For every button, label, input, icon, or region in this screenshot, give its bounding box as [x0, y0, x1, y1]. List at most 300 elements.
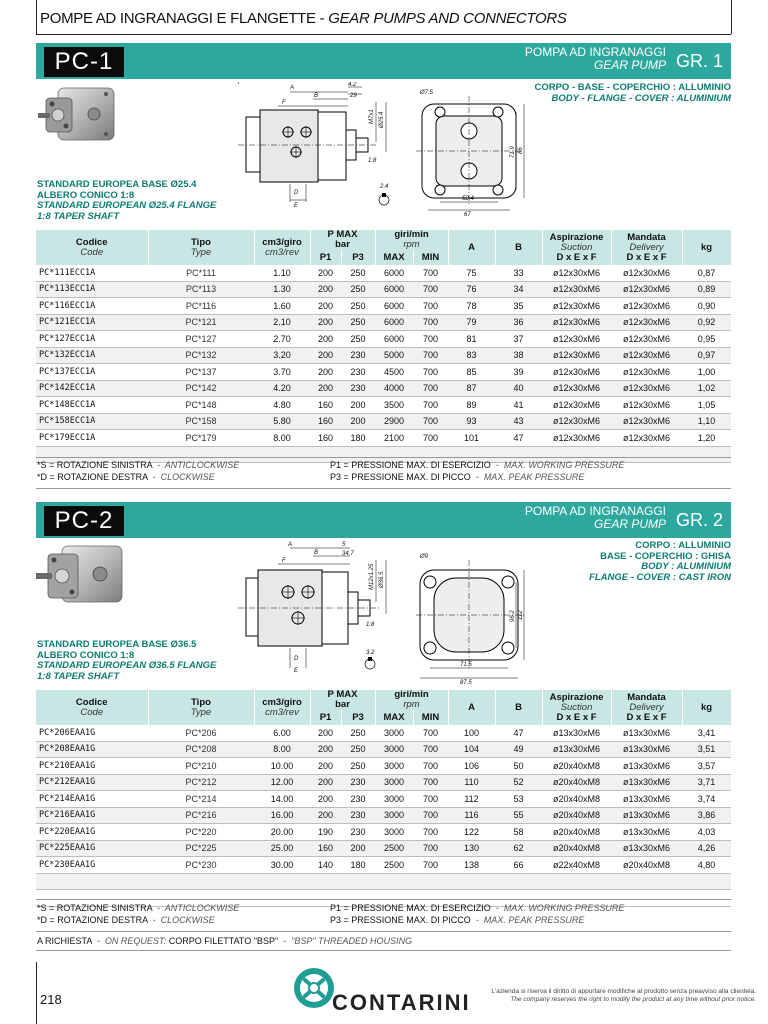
cell-delivery	[611, 873, 682, 890]
cell-p3: 250	[341, 331, 375, 348]
cell-suction: ø12x30xM6	[542, 298, 611, 315]
cell-delivery: ø12x30xM6	[611, 281, 682, 298]
cell-type: PC*216	[148, 807, 254, 824]
cell-p3: 250	[341, 758, 375, 775]
cell-displacement: 8.00	[254, 430, 310, 447]
standard-spec-pc1	[37, 180, 216, 222]
cell-a: 130	[448, 840, 495, 857]
cell-p3: 250	[341, 314, 375, 331]
cell-delivery: ø12x30xM6	[611, 314, 682, 331]
cell-displacement: 1.30	[254, 281, 310, 298]
dim-347-label: 34.7	[342, 551, 354, 557]
pump-photo-pc2	[34, 540, 129, 620]
cell-delivery: ø12x30xM6	[611, 331, 682, 348]
cell-b: 50	[495, 758, 542, 775]
cell-rpm-min: 700	[413, 298, 448, 315]
col-header-a: A	[448, 230, 495, 265]
std-line: STANDARD EUROPEA BASE Ø25.4	[37, 179, 197, 190]
cell-a: 110	[448, 774, 495, 791]
dim-e-label: E	[294, 668, 299, 674]
cell-suction: ø12x30xM6	[542, 331, 611, 348]
frame-header-rule	[36, 34, 731, 35]
cell-delivery: ø13x30xM6	[611, 758, 682, 775]
cell-b: 47	[495, 725, 542, 741]
cell-rpm-min: 700	[413, 281, 448, 298]
col-header-p3: P3	[341, 710, 375, 725]
cell-delivery: ø12x30xM6	[611, 364, 682, 381]
cell-suction: ø12x30xM6	[542, 347, 611, 364]
cell-rpm-max: 5000	[375, 347, 413, 364]
cell-p3: 250	[341, 741, 375, 758]
cell-code: PC*142ECC1A	[36, 380, 148, 397]
cell-p3: 230	[341, 364, 375, 381]
cell-suction: ø12x30xM6	[542, 380, 611, 397]
dim-29-label: 29	[350, 93, 357, 99]
dim-taper-label: 1:8	[366, 622, 375, 628]
cell-type: PC*210	[148, 758, 254, 775]
cell-p3: 230	[341, 774, 375, 791]
cell-rpm-min: 700	[413, 364, 448, 381]
dim-dia-label: Ø36.5	[379, 571, 385, 588]
cell-a: 93	[448, 413, 495, 430]
cell-weight: 1,00	[682, 364, 731, 381]
cell-displacement: 4.20	[254, 380, 310, 397]
col-header-p1: P1	[310, 710, 341, 725]
cell-weight: 0,87	[682, 265, 731, 281]
dim-h2-label: 86	[518, 147, 524, 154]
cell-delivery: ø12x30xM6	[611, 397, 682, 414]
cell-b: 52	[495, 774, 542, 791]
section-divider	[36, 488, 731, 489]
title-italian: POMPE AD INGRANAGGI E FLANGETTE	[40, 10, 316, 27]
std-line: 1:8 TAPER SHAFT	[37, 210, 120, 222]
table-row	[36, 725, 731, 741]
cell-type: PC*214	[148, 791, 254, 808]
table-row	[36, 314, 731, 331]
cell-p1: 200	[310, 791, 341, 808]
cell-p1: 200	[310, 298, 341, 315]
std-line: ALBERO CONICO 1:8	[37, 649, 135, 661]
cell-a: 76	[448, 281, 495, 298]
band-label-it: POMPA AD INGRANAGGI	[524, 45, 666, 59]
cell-b: 33	[495, 265, 542, 281]
cell-rpm-max	[375, 873, 413, 890]
cell-rpm-min: 700	[413, 791, 448, 808]
section-badge-pc1: PC-1	[44, 47, 124, 77]
cell-weight	[682, 446, 731, 463]
cell-type: PC*230	[148, 857, 254, 874]
cell-b: 49	[495, 741, 542, 758]
group-label-pc2: GR. 2	[676, 510, 724, 530]
cell-weight: 3,51	[682, 741, 731, 758]
cell-rpm-max: 3000	[375, 824, 413, 841]
cell-type: PC*206	[148, 725, 254, 741]
cell-p1: 200	[310, 331, 341, 348]
cell-p1: 200	[310, 347, 341, 364]
dim-w2-label: 87.5	[460, 680, 472, 685]
dim-a-label: A	[290, 85, 295, 91]
dim-a-label: A	[288, 542, 293, 548]
table-row	[36, 791, 731, 808]
cell-rpm-min: 700	[413, 824, 448, 841]
cell-rpm-max: 2100	[375, 430, 413, 447]
cell-code: PC*210EAA1G	[36, 758, 148, 775]
table-row	[36, 824, 731, 841]
cell-p3: 200	[341, 840, 375, 857]
material-spec-pc2	[589, 541, 731, 583]
cell-delivery: ø13x30xM6	[611, 741, 682, 758]
col-header-suction: Aspirazione Suction D x E x F	[542, 690, 611, 725]
dim-w2-label: 67	[464, 212, 471, 216]
band-label-it: POMPA AD INGRANAGGI	[524, 504, 666, 518]
col-header-type: Tipo Type	[148, 690, 254, 725]
cell-p1: 200	[310, 725, 341, 741]
cell-rpm-max: 4000	[375, 380, 413, 397]
cell-delivery: ø12x30xM6	[611, 413, 682, 430]
cell-b: 53	[495, 791, 542, 808]
col-header-displacement: cm3/giro cm3/rev	[254, 690, 310, 725]
dim-hole-label: Ø9	[420, 554, 429, 560]
std-line: STANDARD EUROPEAN Ø25.4 FLANGE	[37, 200, 217, 211]
cell-p1: 140	[310, 857, 341, 874]
cell-p3: 230	[341, 807, 375, 824]
col-header-min: MIN	[413, 710, 448, 725]
cell-suction: ø13x30xM6	[542, 741, 611, 758]
cell-type	[148, 873, 254, 890]
cell-b: 43	[495, 413, 542, 430]
cell-type: PC*179	[148, 430, 254, 447]
cell-rpm-max: 4500	[375, 364, 413, 381]
dim-dia-label: Ø25.4	[379, 111, 385, 128]
cell-rpm-min: 700	[413, 758, 448, 775]
disclaimer	[491, 988, 756, 1004]
cell-p1: 200	[310, 741, 341, 758]
cell-type: PC*121	[148, 314, 254, 331]
cell-p1: 200	[310, 807, 341, 824]
cell-p1	[310, 873, 341, 890]
cell-p1: 200	[310, 265, 341, 281]
cell-p1: 200	[310, 774, 341, 791]
table-row	[36, 380, 731, 397]
dim-hole-label: Ø7.5	[420, 90, 434, 96]
notes-rule	[36, 457, 731, 458]
cell-code: PC*158ECC1A	[36, 413, 148, 430]
spec-line: CORPO - BASE - COPERCHIO : ALLUMINIO	[534, 82, 731, 93]
cell-suction: ø20x40xM8	[542, 824, 611, 841]
group-label-pc1: GR. 1	[676, 51, 724, 71]
cell-rpm-min: 700	[413, 840, 448, 857]
cell-p3: 250	[341, 298, 375, 315]
cell-a: 116	[448, 807, 495, 824]
cell-type: PC*212	[148, 774, 254, 791]
std-line: STANDARD EUROPEA BASE Ø36.5	[37, 639, 197, 650]
cell-type: PC*142	[148, 380, 254, 397]
table-row	[36, 298, 731, 315]
cell-rpm-min: 700	[413, 741, 448, 758]
title-english: GEAR PUMPS AND CONNECTORS	[328, 10, 567, 27]
cell-a: 89	[448, 397, 495, 414]
col-header-pmax: P MAX bar	[310, 230, 375, 250]
std-line: ALBERO CONICO 1:8	[37, 189, 135, 201]
pump-table-pc1	[36, 230, 732, 463]
cell-weight: 1,10	[682, 413, 731, 430]
cell-type: PC*111	[148, 265, 254, 281]
cell-suction: ø12x30xM6	[542, 397, 611, 414]
cell-type: PC*225	[148, 840, 254, 857]
cell-suction: ø22x40xM8	[542, 857, 611, 874]
col-header-delivery: Mandata Delivery D x E x F	[611, 690, 682, 725]
col-header-suction: Aspirazione Suction D x E x F	[542, 230, 611, 265]
cell-code: PC*212EAA1G	[36, 774, 148, 791]
cell-a: 122	[448, 824, 495, 841]
technical-drawing-side-pc2	[238, 540, 413, 675]
col-header-code: Codice Code	[36, 230, 148, 265]
cell-b: 47	[495, 430, 542, 447]
table-body	[36, 265, 731, 463]
cell-p3	[341, 873, 375, 890]
dim-h1-label: 96.2	[510, 610, 516, 622]
spec-line: BASE - COPERCHIO : GHISA	[600, 550, 731, 562]
pump-photo-pc1	[36, 80, 126, 160]
section-badge-pc2: PC-2	[44, 506, 124, 536]
table-row	[36, 364, 731, 381]
cell-rpm-max: 6000	[375, 331, 413, 348]
std-line: 1:8 TAPER SHAFT	[37, 670, 120, 682]
cell-p3: 230	[341, 791, 375, 808]
on-request-note: A RICHIESTA - ON REQUEST: CORPO FILETTATO "BSP" - "BSP" THREADED HOUSING	[37, 936, 413, 946]
cell-rpm-max: 2500	[375, 840, 413, 857]
title-separator: -	[319, 10, 325, 27]
cell-p3: 180	[341, 857, 375, 874]
table-row	[36, 347, 731, 364]
cell-b: 66	[495, 857, 542, 874]
spec-line: BODY - FLANGE - COVER : ALUMINIUM	[551, 92, 731, 104]
cell-weight: 3,41	[682, 725, 731, 741]
cell-rpm-max: 3000	[375, 791, 413, 808]
cell-displacement: 12.00	[254, 774, 310, 791]
section-divider	[36, 931, 731, 932]
cell-b: 37	[495, 331, 542, 348]
cell-delivery: ø12x30xM6	[611, 265, 682, 281]
cell-delivery: ø13x30xM6	[611, 840, 682, 857]
cell-code: PC*214EAA1G	[36, 791, 148, 808]
cell-rpm-min: 700	[413, 725, 448, 741]
col-header-kg: kg	[682, 690, 731, 725]
cell-displacement: 8.00	[254, 741, 310, 758]
cell-p3: 250	[341, 265, 375, 281]
table-row	[36, 413, 731, 430]
dim-b-label: B	[314, 93, 319, 99]
cell-code: PC*206EAA1G	[36, 725, 148, 741]
col-header-code: Codice Code	[36, 690, 148, 725]
col-header-max: MAX	[375, 710, 413, 725]
cell-displacement: 2.70	[254, 331, 310, 348]
cell-b: 35	[495, 298, 542, 315]
cell-rpm-min: 700	[413, 807, 448, 824]
cell-p1: 200	[310, 380, 341, 397]
cell-code: PC*230EAA1G	[36, 857, 148, 874]
cell-a: 78	[448, 298, 495, 315]
cell-rpm-min: 700	[413, 331, 448, 348]
cell-rpm-min: 700	[413, 314, 448, 331]
cell-rpm-min: 700	[413, 430, 448, 447]
pressure-notes-pc1: P1 = PRESSIONE MAX. DI ESERCIZIO - MAX. WORKING PRESSURE P3 = PRESSIONE MAX. DI PICCO - MAX. PEAK PRESSURE	[330, 460, 625, 482]
cell-rpm-min: 700	[413, 347, 448, 364]
cell-a: 83	[448, 347, 495, 364]
cell-type: PC*137	[148, 364, 254, 381]
cell-p1: 160	[310, 413, 341, 430]
disclaimer-english: The company reserves the right to modify the product at any time without prior notice.	[510, 996, 756, 1003]
cell-displacement: 1.10	[254, 265, 310, 281]
cell-weight: 3,86	[682, 807, 731, 824]
cell-displacement: 3.70	[254, 364, 310, 381]
cell-b: 58	[495, 824, 542, 841]
table-row	[36, 807, 731, 824]
cell-displacement: 2.10	[254, 314, 310, 331]
cell-p1: 160	[310, 430, 341, 447]
pressure-notes-pc2: P1 = PRESSIONE MAX. DI ESERCIZIO - MAX. WORKING PRESSURE P3 = PRESSIONE MAX. DI PICCO - MAX. PEAK PRESSURE	[330, 903, 625, 925]
cell-suction: ø12x30xM6	[542, 430, 611, 447]
cell-delivery: ø12x30xM6	[611, 380, 682, 397]
col-header-type: Tipo Type	[148, 230, 254, 265]
cell-p3: 250	[341, 281, 375, 298]
cell-code: PC*132ECC1A	[36, 347, 148, 364]
table-body	[36, 725, 731, 906]
cell-type: PC*148	[148, 397, 254, 414]
cell-code: PC*127ECC1A	[36, 331, 148, 348]
cell-rpm-max: 3000	[375, 725, 413, 741]
cell-a: 79	[448, 314, 495, 331]
cell-type: PC*208	[148, 741, 254, 758]
table-row	[36, 840, 731, 857]
cell-a: 112	[448, 791, 495, 808]
cell-b: 38	[495, 347, 542, 364]
col-header-displacement: cm3/giro cm3/rev	[254, 230, 310, 265]
cell-weight: 0,89	[682, 281, 731, 298]
cell-code: PC*216EAA1G	[36, 807, 148, 824]
cell-suction: ø12x30xM6	[542, 314, 611, 331]
cell-displacement: 30.00	[254, 857, 310, 874]
col-header-kg: kg	[682, 230, 731, 265]
cell-p1: 200	[310, 364, 341, 381]
band-label-en: GEAR PUMP	[593, 58, 666, 72]
cell-rpm-max: 2500	[375, 857, 413, 874]
cell-weight: 1,05	[682, 397, 731, 414]
cell-p3: 230	[341, 347, 375, 364]
table-row	[36, 430, 731, 447]
cell-code	[36, 873, 148, 890]
cell-weight: 0,97	[682, 347, 731, 364]
cell-rpm-min: 700	[413, 397, 448, 414]
cell-type: PC*132	[148, 347, 254, 364]
dim-w1-label: 71.5	[460, 662, 472, 668]
cell-a: 81	[448, 331, 495, 348]
cell-b: 36	[495, 314, 542, 331]
frame-right-rule	[731, 0, 732, 34]
cell-weight	[682, 890, 731, 907]
col-header-rpm: giri/min rpm	[375, 230, 448, 250]
cell-delivery: ø13x30xM6	[611, 824, 682, 841]
dim-f-label: F	[282, 100, 286, 106]
cell-type: PC*116	[148, 298, 254, 315]
cell-delivery: ø13x30xM6	[611, 725, 682, 741]
cell-suction: ø20x40xM8	[542, 758, 611, 775]
cell-type: PC*127	[148, 331, 254, 348]
cell-displacement	[254, 890, 310, 907]
cell-b: 62	[495, 840, 542, 857]
cell-suction: ø13x30xM6	[542, 725, 611, 741]
cell-displacement: 25.00	[254, 840, 310, 857]
cell-rpm-min: 700	[413, 380, 448, 397]
material-spec-pc1	[534, 83, 731, 104]
dim-w1-label: 52.4	[462, 196, 474, 202]
cell-b: 39	[495, 364, 542, 381]
cell-displacement: 4.80	[254, 397, 310, 414]
cell-p1: 160	[310, 397, 341, 414]
cell-rpm-min	[413, 873, 448, 890]
dim-h1-label: 71.9	[510, 146, 516, 158]
table-row	[36, 774, 731, 791]
cell-rpm-max: 3000	[375, 758, 413, 775]
cell-suction: ø12x30xM6	[542, 265, 611, 281]
cell-type: PC*220	[148, 824, 254, 841]
dim-f-label: F	[282, 558, 286, 564]
cell-displacement: 16.00	[254, 807, 310, 824]
cell-delivery: ø13x30xM6	[611, 774, 682, 791]
cell-p3: 180	[341, 430, 375, 447]
technical-drawing-side-pc1	[238, 82, 413, 212]
cell-p3: 200	[341, 413, 375, 430]
pump-table-pc2	[36, 690, 732, 907]
cell-displacement: 6.00	[254, 725, 310, 741]
spec-line: FLANGE - COVER : CAST IRON	[589, 571, 731, 583]
cell-a: 75	[448, 265, 495, 281]
dim-h2-label: 112	[518, 610, 524, 620]
col-header-a: A	[448, 690, 495, 725]
table-row	[36, 857, 731, 874]
col-header-delivery: Mandata Delivery D x E x F	[611, 230, 682, 265]
std-line: STANDARD EUROPEAN Ø36.5 FLANGE	[37, 660, 217, 671]
cell-code: PC*220EAA1G	[36, 824, 148, 841]
cell-suction: ø20x40xM8	[542, 791, 611, 808]
col-header-b: B	[495, 230, 542, 265]
cell-displacement: 5.80	[254, 413, 310, 430]
cell-rpm-max: 3500	[375, 397, 413, 414]
rotation-notes-pc2: *S = ROTAZIONE SINISTRA - ANTICLOCKWISE *D = ROTAZIONE DESTRA - CLOCKWISE	[37, 903, 240, 925]
dim-32-label: 3.2	[366, 650, 375, 656]
table-row	[36, 331, 731, 348]
cell-code: PC*137ECC1A	[36, 364, 148, 381]
band-label-pc2	[525, 505, 666, 531]
cell-b: 34	[495, 281, 542, 298]
cell-p3: 230	[341, 380, 375, 397]
cell-suction: ø20x40xM8	[542, 807, 611, 824]
cell-suction: ø12x30xM6	[542, 281, 611, 298]
cell-p1: 200	[310, 314, 341, 331]
cell-weight: 4,80	[682, 857, 731, 874]
cell-a	[448, 873, 495, 890]
col-header-rpm: giri/min rpm	[375, 690, 448, 710]
cell-a: 85	[448, 364, 495, 381]
dim-d-label: D	[294, 190, 299, 196]
cell-suction: ø20x40xM8	[542, 774, 611, 791]
cell-rpm-max: 3000	[375, 774, 413, 791]
cell-displacement	[254, 446, 310, 463]
cell-a: 104	[448, 741, 495, 758]
dim-shaft-label: M7x1	[369, 109, 375, 124]
standard-spec-pc2	[37, 640, 216, 682]
cell-b: 55	[495, 807, 542, 824]
